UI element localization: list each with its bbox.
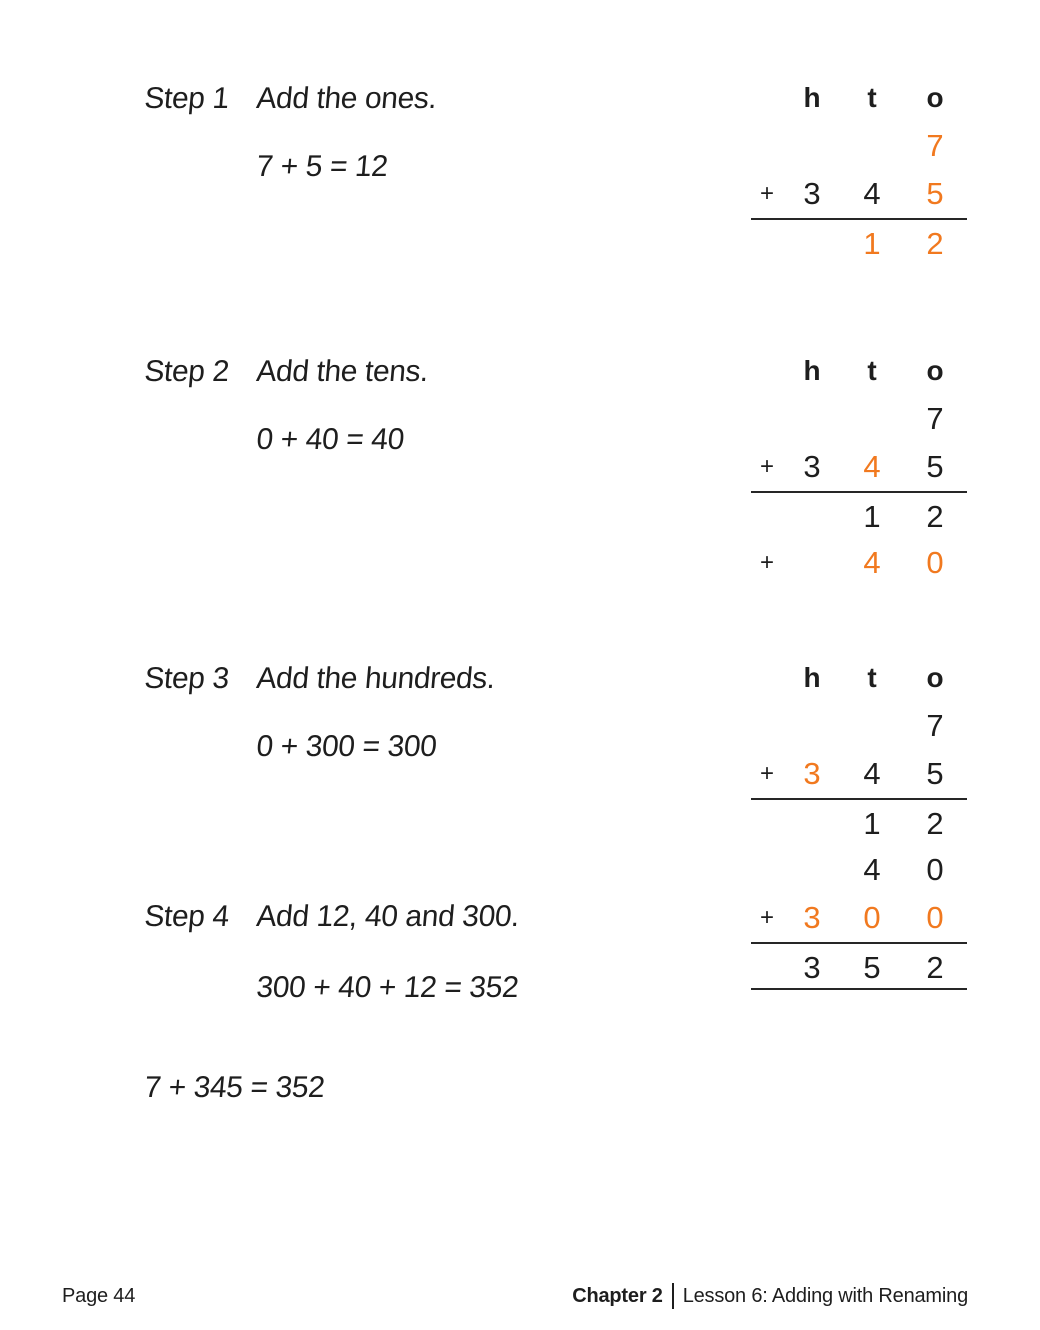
tens-header: t xyxy=(867,82,877,113)
cell-hundreds: 3 xyxy=(803,176,821,211)
ones-header: o xyxy=(926,82,944,113)
total-row xyxy=(751,942,967,990)
plus-sign: + xyxy=(759,549,774,576)
step-2-instruction: Add the tens. xyxy=(255,355,430,388)
cell-tens: 0 xyxy=(863,900,881,935)
chapter-label: Chapter 2 xyxy=(572,1284,663,1307)
cell-ones: 7 xyxy=(926,708,944,743)
cell-ones: 0 xyxy=(926,852,944,887)
plus-sign: + xyxy=(759,904,774,931)
cell-ones: 2 xyxy=(926,499,944,534)
plus-sign: + xyxy=(759,453,774,480)
partial-sum-row xyxy=(751,846,967,894)
cell-tens: 4 xyxy=(863,852,881,887)
chapter-reference xyxy=(572,1283,968,1309)
step-2-place-value-chart xyxy=(751,347,967,587)
step-3-equation: 0 + 300 = 300 xyxy=(255,730,438,763)
cell-hundreds: 3 xyxy=(803,950,821,985)
footer-divider xyxy=(672,1283,674,1309)
tens-header: t xyxy=(867,662,877,693)
cell-hundreds: 3 xyxy=(803,900,821,935)
step-2-row xyxy=(143,355,430,389)
cell-hundreds: 3 xyxy=(803,756,821,791)
step-1-place-value-chart xyxy=(751,74,967,266)
step-4-label: Step 4 xyxy=(143,900,231,933)
hundreds-header: h xyxy=(803,355,821,386)
partial-sum-row xyxy=(751,491,967,539)
cell-ones: 7 xyxy=(926,401,944,436)
plus-sign: + xyxy=(759,760,774,787)
final-equation: 7 + 345 = 352 xyxy=(143,1071,326,1104)
step-4-equation: 300 + 40 + 12 = 352 xyxy=(255,971,520,1004)
cell-ones: 2 xyxy=(926,226,944,261)
step-1-equation: 7 + 5 = 12 xyxy=(255,150,390,183)
addend-row xyxy=(751,443,967,491)
cell-tens: 1 xyxy=(863,226,881,261)
cell-hundreds: 3 xyxy=(803,449,821,484)
ones-header: o xyxy=(926,662,944,693)
step-1-label: Step 1 xyxy=(143,82,231,115)
partial-sum-row xyxy=(751,894,967,942)
step-1-row xyxy=(143,82,438,116)
step-3-label: Step 3 xyxy=(143,662,231,695)
addend-row xyxy=(751,170,967,218)
step-2-equation: 0 + 40 = 40 xyxy=(255,423,406,456)
addend-row xyxy=(751,750,967,798)
hundreds-header: h xyxy=(803,662,821,693)
cell-ones: 7 xyxy=(926,128,944,163)
addend-row xyxy=(751,702,967,750)
addend-row xyxy=(751,395,967,443)
cell-tens: 4 xyxy=(863,756,881,791)
partial-sum-row xyxy=(751,539,967,587)
step-2-label: Step 2 xyxy=(143,355,231,388)
cell-ones: 2 xyxy=(926,950,944,985)
cell-tens: 1 xyxy=(863,806,881,841)
cell-ones: 0 xyxy=(926,545,944,580)
step-4-instruction: Add 12, 40 and 300. xyxy=(255,900,521,933)
cell-ones: 5 xyxy=(926,756,944,791)
cell-ones: 5 xyxy=(926,176,944,211)
ones-header: o xyxy=(926,355,944,386)
tens-header: t xyxy=(867,355,877,386)
cell-ones: 0 xyxy=(926,900,944,935)
step-4-row xyxy=(143,900,521,934)
step-3-instruction: Add the hundreds. xyxy=(255,662,497,695)
partial-sum-row xyxy=(751,798,967,846)
sum-row xyxy=(751,218,967,266)
addend-row xyxy=(751,122,967,170)
steps-3-4-place-value-chart xyxy=(751,654,967,990)
step-1-instruction: Add the ones. xyxy=(255,82,438,115)
pv-header-row xyxy=(751,347,967,395)
step-3-row xyxy=(143,662,496,696)
pv-header-row xyxy=(751,654,967,702)
pv-header-row xyxy=(751,74,967,122)
cell-tens: 5 xyxy=(863,950,881,985)
cell-tens: 4 xyxy=(863,449,881,484)
cell-ones: 2 xyxy=(926,806,944,841)
page-number: Page 44 xyxy=(62,1284,136,1307)
cell-tens: 1 xyxy=(863,499,881,534)
plus-sign: + xyxy=(759,180,774,207)
cell-tens: 4 xyxy=(863,176,881,211)
hundreds-header: h xyxy=(803,82,821,113)
page-footer xyxy=(62,1283,968,1309)
lesson-label: Lesson 6: Adding with Renaming xyxy=(682,1284,968,1307)
cell-ones: 5 xyxy=(926,449,944,484)
cell-tens: 4 xyxy=(863,545,881,580)
